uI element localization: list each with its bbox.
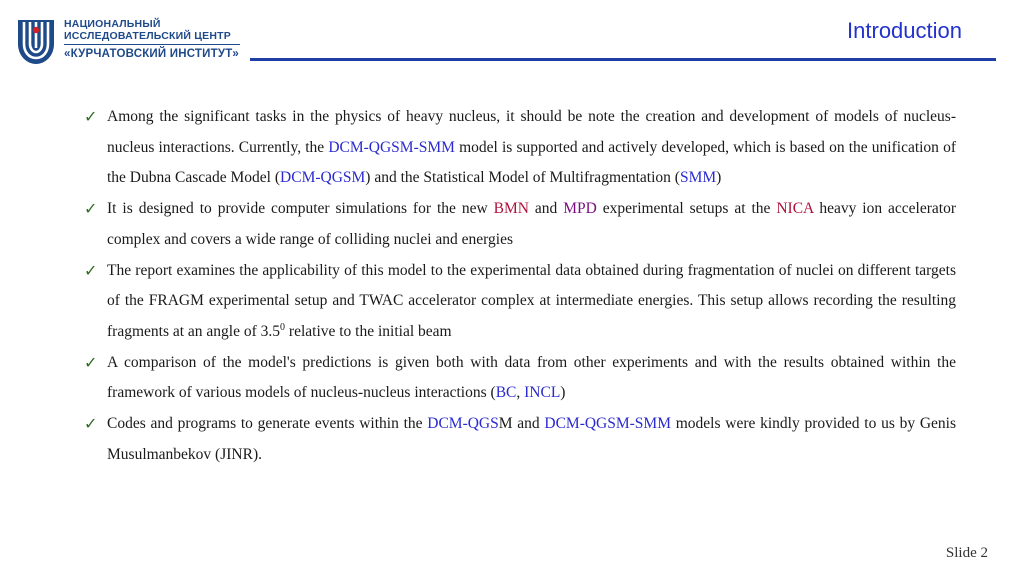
bullet-text: and (528, 200, 564, 218)
bullet-text: ) (560, 384, 566, 402)
bullet-list (84, 102, 956, 470)
logo-line-3: «КУРЧАТОВСКИЙ ИНСТИТУТ» (64, 48, 240, 60)
logo-line-1: НАЦИОНАЛЬНЫЙ (64, 18, 161, 30)
bullet-text: M and (498, 415, 545, 433)
slide-number: Slide 2 (945, 545, 988, 561)
logo-text (64, 18, 240, 60)
checkmark-icon: ✓ (84, 414, 98, 434)
bullet-item (84, 194, 956, 255)
bullet-text: , (516, 384, 525, 402)
bullet-text: It is designed to provide computer simulations for the new (107, 200, 494, 218)
bullet-item (84, 256, 956, 348)
checkmark-icon: ✓ (84, 107, 98, 126)
checkmark-icon: ✓ (84, 260, 98, 280)
model-name: DCM-QGS (427, 415, 499, 433)
setup-name: MPD (563, 200, 597, 218)
facility-name: NICA (776, 200, 814, 218)
model-name: DCM-QGSM-SMM (544, 415, 671, 433)
checkmark-icon: ✓ (84, 199, 98, 219)
institute-logo (16, 16, 256, 68)
bullet-text: A comparison of the model's predictions is given both with data from other experiments and with the results obtained within the framework of various models of nucleus-nucleus interactions ( (107, 353, 956, 402)
model-name: SMM (679, 169, 717, 187)
logo-line-2: ИССЛЕДОВАТЕЛЬСКИЙ ЦЕНТР (64, 30, 231, 42)
setup-name: BMN (493, 200, 529, 218)
model-name: DCM-QGSM-SMM (328, 138, 455, 156)
bullet-item (84, 348, 956, 409)
bullet-text: The report examines the applicability of this model to the experimental data obtained during fragmentation of nuclei on different targets of the FRAGM experimental setup and TWAC accelerator complex at intermediate energies. This setup allows recording the resulting fragments at an angle of 3.5 (107, 261, 956, 340)
logo-divider (64, 44, 240, 45)
model-name: BC (495, 384, 517, 402)
model-name: DCM-QGSM (280, 169, 366, 187)
bullet-text: heavy ion accelerator complex and covers a wide range of colliding nuclei and energies (107, 200, 957, 248)
bullet-item (84, 409, 956, 470)
bullet-text: models were kindly provided to us by Genis Musulmanbekov (JINR). (107, 415, 956, 463)
kurchatov-emblem-icon (16, 18, 56, 66)
bullet-item (84, 102, 956, 194)
bullet-text: experimental setups at the (596, 200, 777, 218)
superscript: 0 (280, 321, 286, 333)
bullet-text: ) and the Statistical Model of Multifragmentation ( (365, 169, 680, 187)
bullet-text: ) (716, 169, 722, 187)
header-divider (250, 58, 996, 61)
checkmark-icon: ✓ (84, 352, 98, 372)
bullet-text: relative to the initial beam (285, 322, 452, 340)
model-name: INCL (524, 384, 561, 402)
section-title: Introduction (847, 18, 962, 43)
bullet-text: model is supported and actively developed, which is based on the unification of the Dubna Cascade Model ( (107, 138, 956, 187)
bullet-text: Among the significant tasks in the physics of heavy nucleus, it should be note the creation and development of models of nucleus-nucleus interactions. Currently, the (107, 108, 956, 156)
bullet-text: Codes and programs to generate events within the (107, 415, 428, 433)
